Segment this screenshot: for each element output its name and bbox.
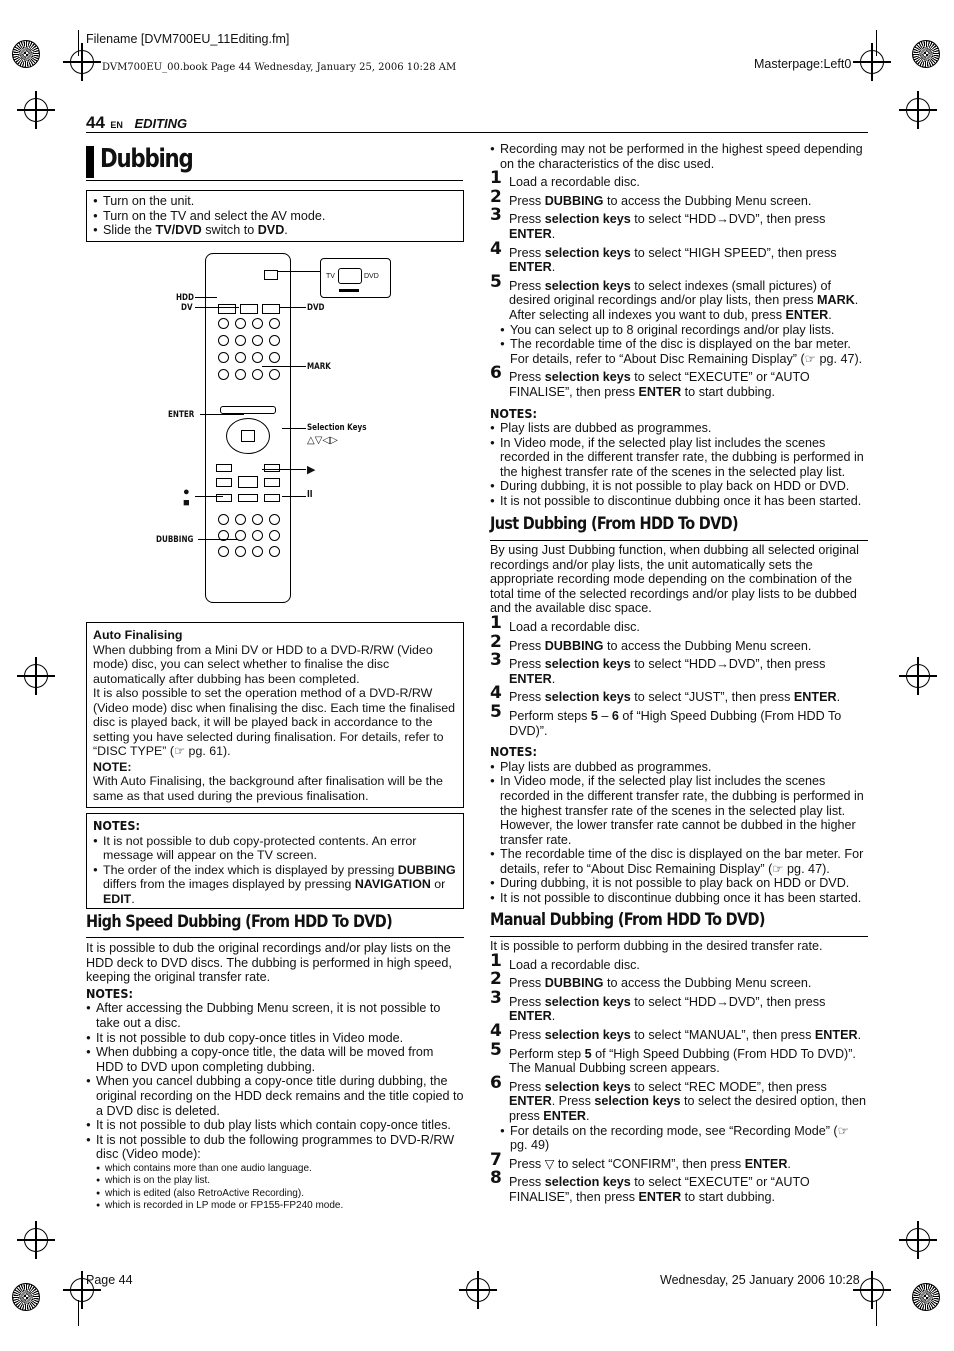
text: Load a recordable disc.	[509, 619, 640, 634]
note-item: ● It is not possible to dub the following programmes to DVD-R/RW disc (Video mode):	[86, 1133, 464, 1162]
step-text	[509, 639, 868, 654]
text: Press	[509, 1027, 545, 1042]
manual-dubbing-title: Manual Dubbing (From HDD To DVD)	[490, 910, 765, 930]
step-text	[509, 657, 868, 686]
bold-text: selection keys	[544, 994, 631, 1009]
dvd-switch-label: DVD	[364, 273, 379, 280]
step-item	[490, 1072, 868, 1124]
step-bullets	[500, 1124, 868, 1153]
text: to select “MANUAL”, then press	[630, 1027, 815, 1042]
high-speed-intro: It is possible to dub the original recordings and/or play lists on the HDD deck to DVD discs. The dubbing is performed in high speed, keeping the original transfer rate.	[86, 941, 452, 985]
switch-arrow	[339, 289, 359, 292]
page-title-wrap	[100, 144, 213, 174]
text: .	[836, 690, 841, 705]
step-bullet: ● The recordable time of the disc is displayed on the bar meter. For details, refer to “About Disc Remaining Display” (☞ pg. 47).	[500, 337, 868, 366]
bold-text: selection keys	[544, 1027, 631, 1042]
text: Press	[509, 994, 545, 1009]
bold-text: DVD	[257, 223, 285, 237]
crosshair-mark	[906, 664, 930, 688]
step-bullets	[500, 323, 868, 367]
remote-button	[252, 546, 263, 557]
bold-text: ENTER	[744, 1156, 788, 1171]
text: Press	[509, 278, 545, 293]
just-dubbing-title: Just Dubbing (From HDD To DVD)	[490, 514, 738, 534]
step-item	[490, 205, 868, 241]
remote-button	[252, 530, 263, 541]
text: It is not possible to dub copy-protected contents. An error message will appear on the TV screen.	[103, 833, 417, 862]
text: Load a recordable disc.	[509, 175, 640, 190]
preparation-list	[93, 194, 457, 238]
step-item	[490, 612, 868, 635]
text: Press	[509, 976, 545, 991]
high-speed-steps	[490, 168, 868, 403]
step-item	[490, 950, 868, 973]
note-item: ● During dubbing, it is not possible to play back on HDD or DVD.	[490, 876, 868, 891]
step-text	[509, 958, 868, 973]
step-text	[509, 620, 868, 635]
bold-text: selection keys	[544, 212, 631, 227]
bold-text: selection keys	[544, 1175, 631, 1190]
right-column-high-speed	[490, 142, 868, 509]
switch-body	[338, 268, 362, 284]
notes-box	[86, 813, 464, 909]
rewind-button	[216, 478, 232, 487]
crosshair-mark	[860, 1278, 884, 1302]
remote-button	[252, 369, 263, 380]
book-info: DVM700EU_00.book Page 44 Wednesday, January 25, 2006 10:28 AM	[102, 62, 457, 73]
step-number: 4	[490, 238, 502, 259]
text: Press	[509, 638, 545, 653]
hdd-button	[218, 304, 236, 314]
preparation-item	[93, 194, 457, 209]
bold-text: DUBBING	[397, 862, 456, 877]
step-number: 2	[490, 186, 502, 207]
auto-finalising-heading: Auto Finalising	[93, 628, 183, 642]
step-bullet: ● You can select up to 8 original recordings and/or play lists.	[500, 323, 868, 338]
text: .	[857, 1027, 862, 1042]
step-number: 3	[490, 650, 502, 671]
bold-text: ENTER	[509, 260, 552, 275]
text: Press	[509, 1175, 545, 1190]
bold-text: ENTER	[793, 690, 837, 705]
high-speed-notes-heading: NOTES:	[86, 985, 133, 1001]
crosshair-mark	[24, 1228, 48, 1252]
note-item: ● The recordable time of the disc is displayed on the bar meter. For details, refer to “About Disc Remaining Display” (☞ pg. 47).	[490, 847, 868, 876]
menu-row	[220, 406, 276, 414]
sub-note-item: ● which is edited (also RetroActive Recording).	[96, 1188, 464, 1201]
step-item	[490, 701, 868, 738]
text: The order of the index which is displayed by pressing	[103, 862, 398, 877]
text: to select “JUST”, then press	[630, 690, 794, 705]
step-text	[509, 194, 868, 209]
section-label: EDITING	[134, 116, 188, 131]
crosshair-mark	[70, 50, 94, 74]
just-dubbing-notes	[490, 760, 868, 906]
just-dubbing-intro: By using Just Dubbing function, when dubbing all selected original recordings and/or play lists, the unit automatically sets the appropriate recording mode depending on the combination of the total time of the selected recordings and/or play lists to be dubbed and the available disc space.	[490, 543, 859, 616]
preparation-box	[86, 190, 464, 242]
step-text	[509, 279, 868, 323]
label-play: ▶	[307, 464, 316, 476]
remote-button	[252, 352, 263, 363]
text: Press	[509, 245, 545, 260]
bold-text: selection keys	[544, 370, 631, 385]
step-item	[490, 987, 868, 1024]
auto-finalising-box	[86, 622, 464, 808]
bold-text: selection keys	[544, 657, 631, 672]
text: Turn on the unit.	[103, 194, 195, 208]
text: .	[284, 223, 288, 237]
text: Slide the	[103, 223, 156, 237]
text: to select “HIGH SPEED”, then press	[630, 245, 837, 260]
step-number: 4	[490, 1020, 502, 1041]
step-item	[490, 186, 868, 209]
note-item: ● During dubbing, it is not possible to play back on HDD or DVD.	[490, 479, 868, 494]
note-item: ● Play lists are dubbed as programmes.	[490, 760, 868, 775]
switch-callout	[320, 258, 391, 298]
label-hdd: HDD	[176, 293, 194, 303]
step-number: 1	[490, 168, 502, 189]
note-item: ● It is not possible to dub play lists which contain copy-once titles.	[86, 1118, 464, 1133]
step-item	[490, 969, 868, 991]
step-item	[490, 631, 868, 654]
remote-button	[218, 335, 229, 346]
note-item: ● After accessing the Dubbing Menu screen, it is not possible to take out a disc.	[86, 1001, 464, 1030]
note-item: ● When you cancel dubbing a copy-once title during dubbing, the original recording on the HDD deck remains and the title copied to a DVD disc is deleted.	[86, 1074, 464, 1118]
filename-label: Filename [DVM700EU_11Editing.fm]	[86, 32, 290, 46]
remote-control-illustration	[205, 253, 291, 603]
text: .	[551, 671, 556, 686]
bold-text: 5	[590, 708, 598, 723]
note-item: ● Play lists are dubbed as programmes.	[490, 421, 868, 436]
text: Press	[509, 212, 545, 227]
bold-text: ENTER	[638, 1189, 682, 1204]
bold-text: ENTER	[543, 1108, 586, 1123]
step-number: 5	[490, 1039, 502, 1060]
note-item: ● In Video mode, if the selected play list includes the scenes recorded in the different transfer rate, the dubbing is performed in the highest transfer rate of the scenes in the selected play list. However, the lower transfer rate cannot be dubbed in the higher transfer rate.	[490, 774, 868, 847]
high-speed-notes	[86, 1001, 464, 1162]
remote-button	[235, 335, 246, 346]
step-number: 7	[490, 1149, 502, 1170]
step-number: 5	[490, 271, 502, 292]
text: Turn on the TV and select the AV mode.	[103, 208, 326, 223]
text: or	[430, 877, 446, 891]
text: to select “REC MODE”, then press	[630, 1079, 827, 1094]
remote-button	[235, 514, 246, 525]
preparation-item	[93, 223, 457, 238]
bold-text: ENTER	[814, 1027, 858, 1042]
bold-text: NAVIGATION	[354, 877, 431, 891]
just-dubbing-steps	[490, 612, 868, 742]
bold-text: 5	[584, 1046, 592, 1061]
text: to select indexes (small pictures) of desired original recordings and/or play lists, then press	[509, 278, 831, 308]
just-notes-heading: NOTES:	[490, 744, 537, 760]
text: .	[551, 1009, 556, 1024]
text: Press	[509, 690, 545, 705]
notes-box-item	[93, 863, 457, 907]
step-item	[490, 271, 868, 323]
text: of “High Speed Dubbing (From HDD To DVD)”. The Manual Dubbing screen appears.	[509, 1046, 856, 1076]
text: –	[597, 708, 612, 723]
step-text	[509, 1028, 868, 1043]
remote-button	[269, 530, 280, 541]
text: . After selecting all indexes you want to dub, press	[509, 293, 859, 322]
text: Press	[509, 1079, 545, 1094]
remote-button	[235, 352, 246, 363]
high-speed-title: High Speed Dubbing (From HDD To DVD)	[86, 912, 393, 932]
text: Press	[509, 657, 545, 672]
text: to select “HDD→DVD”, then press	[630, 657, 826, 672]
step-text	[509, 995, 868, 1024]
remote-button	[269, 514, 280, 525]
stop-button	[238, 494, 258, 502]
text: .	[828, 307, 832, 322]
step-number: 6	[490, 363, 502, 384]
step-item	[490, 168, 868, 190]
remote-button	[252, 514, 263, 525]
text: Load a recordable disc.	[509, 957, 640, 972]
bold-text: EDIT	[103, 891, 132, 906]
step-text	[509, 1157, 868, 1172]
step-item	[490, 1020, 868, 1043]
bold-text: ENTER	[509, 671, 552, 686]
remote-button	[269, 546, 280, 557]
remote-button	[218, 369, 229, 380]
auto-finalising-body-1: When dubbing from a Mini DV or HDD to a DVD-R/RW (Video mode) disc, you can select whether to finalise the disc automatically after dubbing has been completed.	[93, 642, 433, 686]
text: .	[585, 1108, 590, 1123]
registration-mark	[12, 1283, 40, 1311]
crosshair-mark	[860, 50, 884, 74]
tv-label: TV	[326, 273, 335, 280]
bold-text: ENTER	[638, 384, 682, 399]
step-item	[490, 1039, 868, 1076]
label-enter: ENTER	[168, 410, 195, 420]
step-number: 3	[490, 205, 502, 226]
page-number: 44	[86, 113, 105, 132]
label-dubbing: DUBBING	[156, 535, 194, 545]
step-item	[490, 238, 868, 275]
text: to select “HDD→DVD”, then press	[630, 212, 826, 227]
auto-finalising-note-heading: NOTE:	[93, 759, 132, 774]
step-number: 2	[490, 969, 502, 990]
manual-dubbing-section	[490, 939, 868, 1209]
step-item	[490, 1168, 868, 1204]
registration-mark	[912, 1283, 940, 1311]
step-text	[509, 1175, 868, 1204]
step-number: 5	[490, 701, 502, 722]
text: to start dubbing.	[681, 1189, 776, 1204]
text: .	[551, 260, 556, 275]
text: to select “EXECUTE” or “AUTO FINALISE”, then press	[509, 370, 810, 399]
label-mark: MARK	[307, 362, 331, 372]
dvd-button	[262, 304, 280, 314]
step-number: 2	[490, 631, 502, 652]
page-header	[86, 113, 187, 133]
remote-button	[252, 318, 263, 329]
auto-finalising-body-2: It is also possible to set the operation method of a DVD-R/RW (Video mode) disc when finalising the disc. Each time the finalised disc is played back, it will be played back in accordance to the setting you have selected during finalisation. For details, refer to “DISC TYPE” (☞ pg. 61).	[93, 686, 456, 758]
top-note: ● Recording may not be performed in the highest speed depending on the characteristics of the disc used.	[490, 142, 868, 171]
step-item	[490, 683, 868, 705]
step-number: 1	[490, 950, 502, 971]
text: . Press	[551, 1094, 595, 1109]
skip-back-button	[216, 464, 232, 472]
label-pause: II	[307, 489, 313, 500]
step-number: 1	[490, 612, 502, 633]
step-text	[509, 175, 868, 190]
bold-text: DUBBING	[544, 976, 604, 991]
fast-forward-button	[264, 478, 280, 487]
text: Perform steps	[509, 708, 591, 723]
bold-text: MARK	[817, 293, 855, 308]
skip-forward-button	[264, 464, 280, 472]
remote-button	[235, 369, 246, 380]
remote-button	[252, 335, 263, 346]
text: to select “HDD→DVD”, then press	[630, 994, 826, 1009]
text: to start dubbing.	[681, 384, 776, 399]
text: Perform step	[509, 1046, 585, 1061]
enter-button	[241, 430, 255, 442]
label-dvd: DVD	[307, 303, 325, 313]
remote-button	[218, 318, 229, 329]
tv-dvd-switch	[264, 270, 278, 280]
text: to select the desired option, then press	[509, 1094, 867, 1123]
text: to select “EXECUTE” or “AUTO FINALISE”, then press	[509, 1175, 810, 1204]
text: switch to	[201, 223, 258, 237]
auto-finalising-note: With Auto Finalising, the background after finalisation will be the same as that used during the previous finalisation.	[93, 774, 443, 803]
bold-text: DUBBING	[544, 193, 604, 208]
preparation-item	[93, 209, 457, 224]
title-bar	[86, 146, 94, 178]
step-text	[509, 246, 868, 275]
text: to access the Dubbing Menu screen.	[603, 976, 812, 991]
sub-note-item: ● which is recorded in LP mode or FP155-FP240 mode.	[96, 1200, 464, 1213]
step-item	[490, 650, 868, 686]
bold-text: selection keys	[544, 278, 631, 293]
step-text	[509, 1047, 868, 1076]
crosshair-mark	[24, 98, 48, 122]
text: .	[787, 1156, 791, 1171]
sub-note-item: ● which is on the play list.	[96, 1175, 464, 1188]
bold-text: ENTER	[509, 226, 552, 241]
registration-mark	[912, 40, 940, 68]
step-text	[509, 212, 868, 241]
label-dv: DV	[181, 303, 193, 313]
play-button	[238, 476, 258, 488]
notes-box-heading: NOTES:	[93, 818, 140, 833]
page-lang: EN	[110, 120, 123, 130]
text: Press	[509, 193, 545, 208]
remote-button	[269, 318, 280, 329]
remote-button	[235, 318, 246, 329]
crosshair-mark	[906, 98, 930, 122]
text: to access the Dubbing Menu screen.	[603, 638, 812, 653]
manual-dubbing-intro: It is possible to perform dubbing in the desired transfer rate.	[490, 939, 823, 953]
step-item	[490, 363, 868, 399]
text: .	[551, 226, 556, 241]
manual-dubbing-steps	[490, 950, 868, 1209]
note-item: ● It is not possible to discontinue dubbing once it has been started.	[490, 891, 868, 906]
step-number: 3	[490, 987, 502, 1008]
dv-button	[240, 304, 258, 314]
page-title: Dubbing	[100, 144, 193, 174]
remote-button	[269, 352, 280, 363]
high-speed-left	[86, 941, 464, 1213]
sub-note-item: ● which contains more than one audio language.	[96, 1163, 464, 1176]
notes-box-list	[93, 834, 457, 907]
bold-text: ENTER	[509, 1009, 552, 1024]
step-text	[509, 1080, 868, 1124]
bold-text: selection keys	[544, 245, 631, 260]
step-bullet: ● For details on the recording mode, see “Recording Mode” (☞ pg. 49)	[500, 1124, 868, 1153]
step-text	[509, 690, 868, 705]
step-text	[509, 370, 868, 399]
crosshair-mark	[466, 1278, 490, 1302]
bold-text: DUBBING	[544, 638, 604, 653]
bold-text: ENTER	[785, 307, 829, 322]
text: Press ▽ to select “CONFIRM”, then press	[509, 1156, 745, 1171]
step-number: 4	[490, 683, 502, 704]
crosshair-mark	[906, 1228, 930, 1252]
note-item: ● In Video mode, if the selected play list includes the scenes recorded in the different transfer rate, the dubbing is performed in the highest transfer rate of the scenes in the selected play list.	[490, 436, 868, 480]
step-item	[490, 1149, 868, 1172]
text: .	[131, 891, 135, 906]
step-number: 8	[490, 1168, 502, 1189]
bold-text: selection keys	[544, 1079, 631, 1094]
text: to access the Dubbing Menu screen.	[603, 193, 812, 208]
just-dubbing-section	[490, 543, 868, 906]
note-item: ● When dubbing a copy-once title, the data will be moved from HDD to DVD upon completing dubbing.	[86, 1045, 464, 1074]
label-record-stop: ● ■	[183, 486, 190, 509]
registration-mark	[12, 40, 40, 68]
text: of “High Speed Dubbing (From HDD To DVD)”.	[509, 708, 842, 738]
text: Press	[509, 370, 545, 385]
remote-button	[218, 514, 229, 525]
bold-text: ENTER	[509, 1094, 552, 1109]
step-text	[509, 976, 868, 991]
remote-button	[218, 352, 229, 363]
masterpage-label: Masterpage:Left0	[754, 57, 852, 71]
note-item: ● It is not possible to dub copy-once titles in Video mode.	[86, 1031, 464, 1046]
bold-text: 6	[611, 708, 619, 723]
footer-page: Page 44	[86, 1273, 133, 1287]
remote-button	[235, 546, 246, 557]
high-speed-sub-notes	[96, 1163, 464, 1213]
bold-text: TV/DVD	[155, 223, 202, 237]
step-number: 6	[490, 1072, 502, 1093]
remote-button	[218, 546, 229, 557]
footer-date: Wednesday, 25 January 2006 10:28	[660, 1273, 860, 1287]
bold-text: selection keys	[594, 1094, 681, 1109]
remote-button	[269, 335, 280, 346]
pause-button	[264, 494, 280, 502]
title-rule	[86, 180, 463, 181]
step-text	[509, 709, 868, 738]
text: differs from the images displayed by pressing	[103, 877, 355, 891]
notes-box-item	[93, 834, 457, 863]
high-speed-end-notes	[490, 421, 868, 509]
label-selection-keys: Selection Keys	[307, 423, 367, 433]
remote-button	[269, 369, 280, 380]
high-speed-end-notes-heading: NOTES:	[490, 405, 537, 421]
selection-arrows: △▽◁▷	[307, 435, 338, 446]
header-rule	[86, 132, 868, 133]
bold-text: selection keys	[544, 690, 631, 705]
crosshair-mark	[24, 664, 48, 688]
note-item: ● It is not possible to discontinue dubbing once it has been started.	[490, 494, 868, 509]
